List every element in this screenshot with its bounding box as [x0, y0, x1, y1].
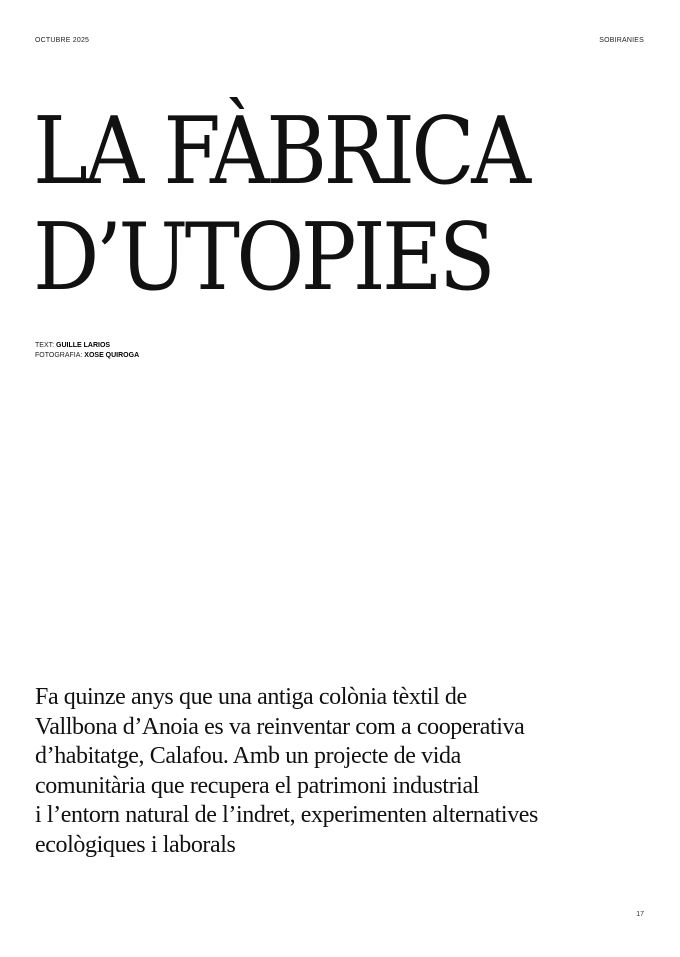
text-credit-label: TEXT: [35, 342, 55, 349]
article-lede [35, 683, 655, 860]
issue-date: OCTUBRE 2025 [35, 37, 90, 44]
lede-line: i l’entorn natural de l’indret, experimenten alternatives [35, 802, 538, 828]
lede-line: comunitària que recupera el patrimoni industrial [35, 772, 479, 799]
photo-credit [35, 351, 139, 361]
title-line-1: LA FÀBRICA [33, 97, 528, 205]
photo-credit-author: XOSE QUIROGA [84, 352, 140, 359]
page-number: 17 [636, 911, 644, 918]
section-name: SOBIRANIES [599, 37, 644, 44]
photo-credit-label: FOTOGRAFIA: [35, 352, 83, 359]
lede-line: d’habitatge, Calafou. Amb un projecte de vida [35, 743, 461, 769]
lede-line: Vallbona d’Anoia es va reinventar com a cooperativa [35, 713, 525, 740]
lede-line: Fa quinze anys que una antiga colònia tèxtil de [35, 684, 467, 710]
text-credit [35, 341, 139, 351]
article-title [33, 98, 527, 310]
article-credits [35, 341, 139, 361]
text-credit-author: GUILLE LARIOS [56, 342, 111, 349]
title-line-2: D’UTOPIES [33, 203, 492, 311]
lede-line: ecològiques i laborals [35, 831, 236, 858]
